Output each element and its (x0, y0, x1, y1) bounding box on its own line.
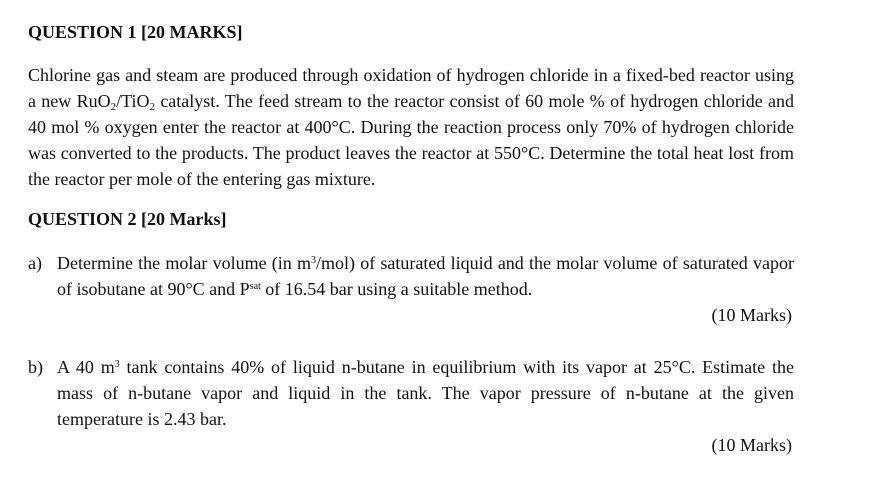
q1-text-part-3: catalyst. The feed stream to the reactor consist of 60 mole % of hydrogen chloride and 40 mol % oxygen enter the reactor at 400°C. During the reaction process only 70% of hydrogen chloride was converted to the products. The product leaves the reactor at 550°C. Determine the total heat lost from the reactor per mole of the entering gas mixture. (28, 91, 794, 189)
q2a-superscript-2: sat (249, 281, 261, 292)
q2a-text-part-1: Determine the molar volume (in m (57, 253, 311, 273)
q1-text-part-1: Chlorine gas and steam are produced through oxidation of hydrogen chloride in a fixed-bed reactor using a new RuO (28, 65, 794, 111)
question-1-heading: QUESTION 1 [20 MARKS] (28, 22, 243, 42)
q2b-superscript-1: 3 (114, 359, 120, 370)
q1-subscript-2: 2 (149, 101, 155, 113)
question-2a-marks: (10 Marks) (711, 305, 792, 325)
q2a-text-part-3: of 16.54 bar using a suitable method. (260, 279, 533, 299)
q2b-text-part-2: tank contains 40% of liquid n-butane in equilibrium with its vapor at 25°C. Estimate the mass of n-butane vapor and liquid in the tank. The vapor pressure of n-butane at the given temperature is 2.43 bar. (57, 357, 794, 429)
question-2-heading: QUESTION 2 [20 Marks] (28, 209, 227, 229)
question-2a (28, 250, 794, 302)
q1-subscript-1: 2 (110, 101, 117, 113)
q2a-superscript-1: 3 (311, 255, 316, 266)
item-marker-b: b) (28, 357, 43, 377)
item-marker-a: a) (28, 253, 42, 273)
question-2b-marks: (10 Marks) (711, 435, 792, 455)
question-1-text (28, 62, 794, 192)
q1-text-part-2: /TiO (116, 91, 150, 111)
q2b-text-part-1: A 40 m (57, 357, 115, 377)
question-2b (28, 354, 794, 432)
q2a-text-part-2: /mol) of saturated liquid and the molar volume of saturated vapor of isobutane at 90°C and P (57, 253, 794, 299)
question-2b-text (57, 354, 794, 432)
question-2a-text (57, 250, 794, 302)
